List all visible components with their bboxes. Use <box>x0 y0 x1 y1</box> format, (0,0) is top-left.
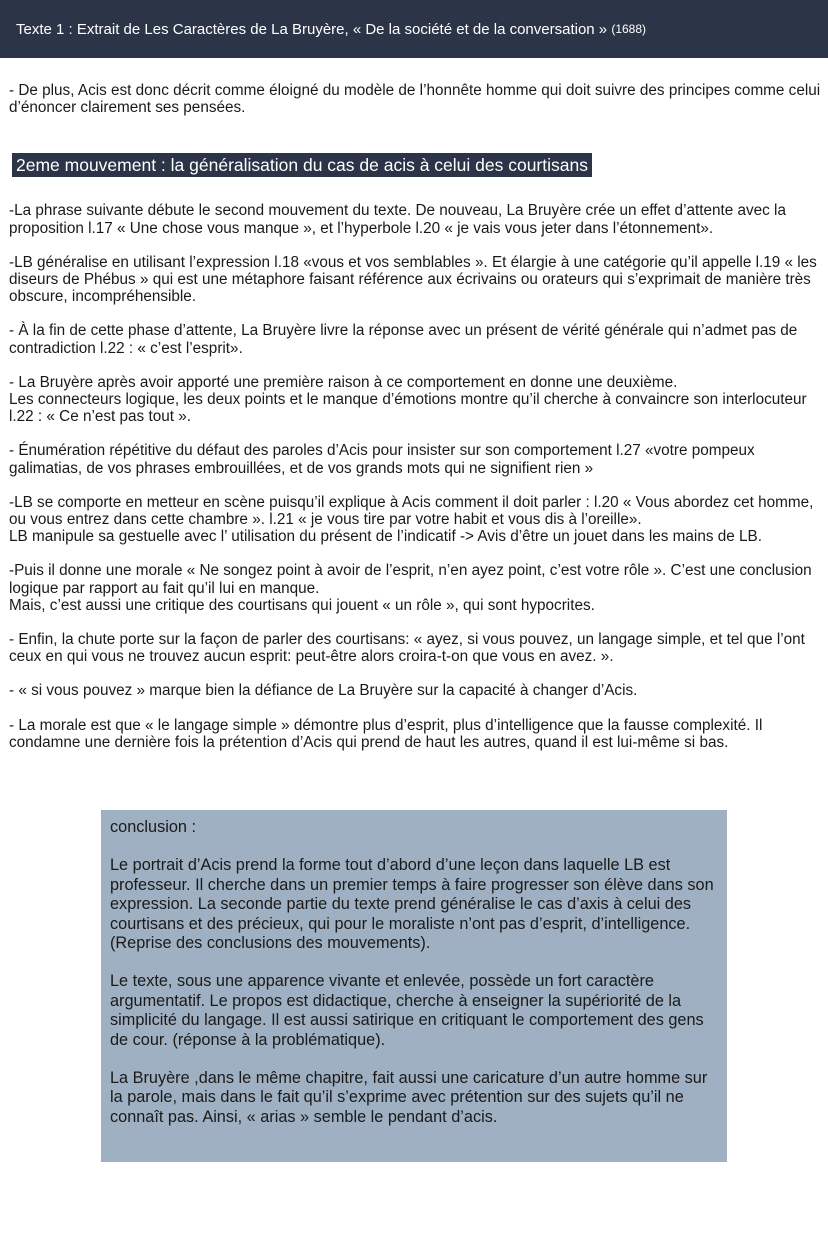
conclusion-paragraph: Le portrait d’Acis prend la forme tout d’abord d’une leçon dans laquelle LB est professeur. Il cherche dans un premier temps à faire progresser son élève dans son expression. La seconde partie du texte prend généralise le cas d’axis à celui des courtisans et des précieux, qui pour le moraliste n’ont pas d’esprit, d’intelligence. (Reprise des conclusions des mouvements). <box>110 856 714 953</box>
paragraph: -La phrase suivante débute le second mouvement du texte. De nouveau, La Bruyère crée un effet d’attente avec la proposition l.17 « Une chose vous manque », et l’hyperbole l.20 « je vais vous jeter dans l’étonnement». <box>9 202 786 237</box>
conclusion-title: conclusion : <box>110 818 196 836</box>
paragraph: - La morale est que « le langage simple » démontre plus d’esprit, plus d’intelligence que la fausse complexité. Il condamne une dernière fois la prétention d’Acis qui prend de haut les autres, quand il est lui-même si bas. <box>9 716 763 751</box>
paragraph: - Énumération répétitive du défaut des paroles d’Acis pour insister sur son comportement l.27 «votre pompeux galimatias, de vos phrases embrouillées, et de vos grands mots qui ne signifient rien » <box>9 442 755 477</box>
document-year: (1688) <box>611 22 647 36</box>
conclusion-paragraph: Le texte, sous une apparence vivante et enlevée, possède un fort caractère argumentatif. Le propos est didactique, cherche à enseigner la supériorité de la simplicité du langage. Il est aussi satirique en critiquant le comportement des gens de cour. (réponse à la problématique). <box>110 972 704 1049</box>
section-title: 2eme mouvement : la généralisation du cas de acis à celui des courtisans <box>12 153 592 177</box>
paragraph: -Puis il donne une morale « Ne songez point à avoir de l’esprit, n’en ayez point, c’est votre rôle ». C’est une conclusion logique par rapport au fait qu’il lui en manque. Mais, c’est aussi une critique des courtisans qui jouent « un rôle », qui sont hypocrites. <box>9 562 812 614</box>
conclusion-box <box>101 810 727 1162</box>
document-title: Texte 1 : Extrait de Les Caractères de La Bruyère, « De la société et de la conversation » <box>16 20 608 38</box>
paragraph: - La Bruyère après avoir apporté une première raison à ce comportement en donne une deuxième. Les connecteurs logique, les deux points et le manque d’émotions montre qu’il cherche à convaincre son interlocuteur l.22 : « Ce n’est pas tout ». <box>9 373 807 426</box>
paragraph: - Enfin, la chute porte sur la façon de parler des courtisans: « ayez, si vous pouvez, un langage simple, et tel que l’ont ceux en qui vous ne trouvez aucun esprit: peut-être alors croira-t-on que vous en avez. ». <box>9 631 805 666</box>
paragraph: - À la fin de cette phase d’attente, La Bruyère livre la réponse avec un présent de vérité générale qui n’admet pas de contradiction l.22 : « c’est l’esprit». <box>9 322 798 357</box>
document-header <box>0 0 828 58</box>
intro-paragraph: - De plus, Acis est donc décrit comme éloigné du modèle de l’honnête homme qui doit suivre des principes comme celui d’énoncer clairement ses pensées. <box>9 82 821 117</box>
paragraph: -LB généralise en utilisant l’expression l.18 «vous et vos semblables ». Et élargie à une catégorie qu’il appelle l.19 « les diseurs de Phébus » qui est une métaphore faisant référence aux écrivains ou orateurs qui s’exprimait de manière très obscure, incompréhensible. <box>9 253 817 306</box>
paragraph: -LB se comporte en metteur en scène puisqu’il explique à Acis comment il doit parler : l.20 « Vous abordez cet homme, ou vous entrez dans cette chambre ». l.21 « je vous tire par votre habit et vous dis à l’oreille». LB manipule sa gestuelle avec l’ utilisation du présent de l’indicatif -> Avis d’être un jouet dans les mains de LB. <box>9 493 814 546</box>
paragraph: - « si vous pouvez » marque bien la défiance de La Bruyère sur la capacité à changer d’Acis. <box>9 682 638 700</box>
document-body <box>9 82 821 768</box>
conclusion-paragraph: La Bruyère ,dans le même chapitre, fait aussi une caricature d’un autre homme sur la parole, mais dans le fait qu’il s’exprime avec prétention sur des sujets qu’il ne connaît pas. Ainsi, « arias » semble le pendant d’acis. <box>110 1069 708 1126</box>
